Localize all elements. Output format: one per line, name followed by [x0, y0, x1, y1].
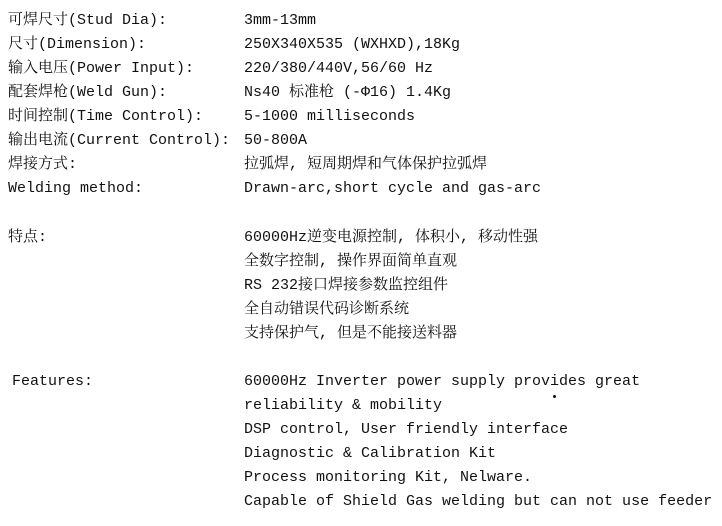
feature-cn-line: RS 232接口焊接参数监控组件 — [244, 277, 449, 294]
spec-row — [0, 58, 722, 80]
spec-row — [0, 154, 722, 176]
feature-en-line: Diagnostic & Calibration Kit — [244, 445, 497, 462]
spec-value: 50-800A — [244, 132, 308, 149]
feature-cn-line: 支持保护气, 但是不能接送料器 — [244, 325, 458, 342]
feature-cn-row — [0, 227, 722, 249]
feature-en-row — [0, 467, 722, 489]
spec-row — [0, 130, 722, 152]
spec-value: 250X340X535 (WXHXD),18Kg — [244, 36, 461, 53]
spec-value: 拉弧焊, 短周期焊和气体保护拉弧焊 — [244, 156, 488, 173]
spec-row — [0, 34, 722, 56]
spec-value: Drawn-arc,short cycle and gas-arc — [244, 180, 542, 197]
feature-en-line: 60000Hz Inverter power supply provides great — [244, 373, 641, 390]
feature-en-row — [0, 395, 722, 417]
feature-cn-row — [0, 299, 722, 321]
spec-label: 输出电流(Current Control): — [8, 132, 231, 149]
feature-cn-row — [0, 275, 722, 297]
stray-dot — [553, 395, 556, 398]
spec-label: 焊接方式: — [8, 156, 78, 173]
feature-en-row — [0, 371, 722, 393]
spec-label: 时间控制(Time Control): — [8, 108, 204, 125]
features-en-label: Features: — [12, 373, 94, 390]
feature-cn-row — [0, 251, 722, 273]
feature-en-row — [0, 491, 722, 513]
features-cn-label: 特点: — [8, 229, 48, 246]
feature-en-line: Capable of Shield Gas welding but can not use feeder — [244, 493, 713, 510]
spec-label: 输入电压(Power Input): — [8, 60, 195, 77]
spec-label: 配套焊枪(Weld Gun): — [8, 84, 168, 101]
feature-en-line: reliability & mobility — [244, 397, 443, 414]
feature-en-row — [0, 419, 722, 441]
feature-cn-row — [0, 323, 722, 345]
spec-value: 5-1000 milliseconds — [244, 108, 416, 125]
feature-en-line: DSP control, User friendly interface — [244, 421, 569, 438]
feature-cn-line: 全自动错误代码诊断系统 — [244, 301, 410, 318]
spec-value: 3mm-13mm — [244, 12, 317, 29]
spec-row — [0, 106, 722, 128]
feature-cn-line: 全数字控制, 操作界面简单直观 — [244, 253, 458, 270]
feature-en-row — [0, 443, 722, 465]
spec-label: 可焊尺寸(Stud Dia): — [8, 12, 168, 29]
feature-en-line: Process monitoring Kit, Nelware. — [244, 469, 533, 486]
spec-row — [0, 10, 722, 32]
spec-value: Ns40 标准枪 (-Φ16) 1.4Kg — [244, 84, 452, 101]
spec-row — [0, 178, 722, 200]
spec-value: 220/380/440V,56/60 Hz — [244, 60, 434, 77]
feature-cn-line: 60000Hz逆变电源控制, 体积小, 移动性强 — [244, 229, 539, 246]
spec-label: 尺寸(Dimension): — [8, 36, 147, 53]
spec-row — [0, 82, 722, 104]
spec-label: Welding method: — [8, 180, 144, 197]
